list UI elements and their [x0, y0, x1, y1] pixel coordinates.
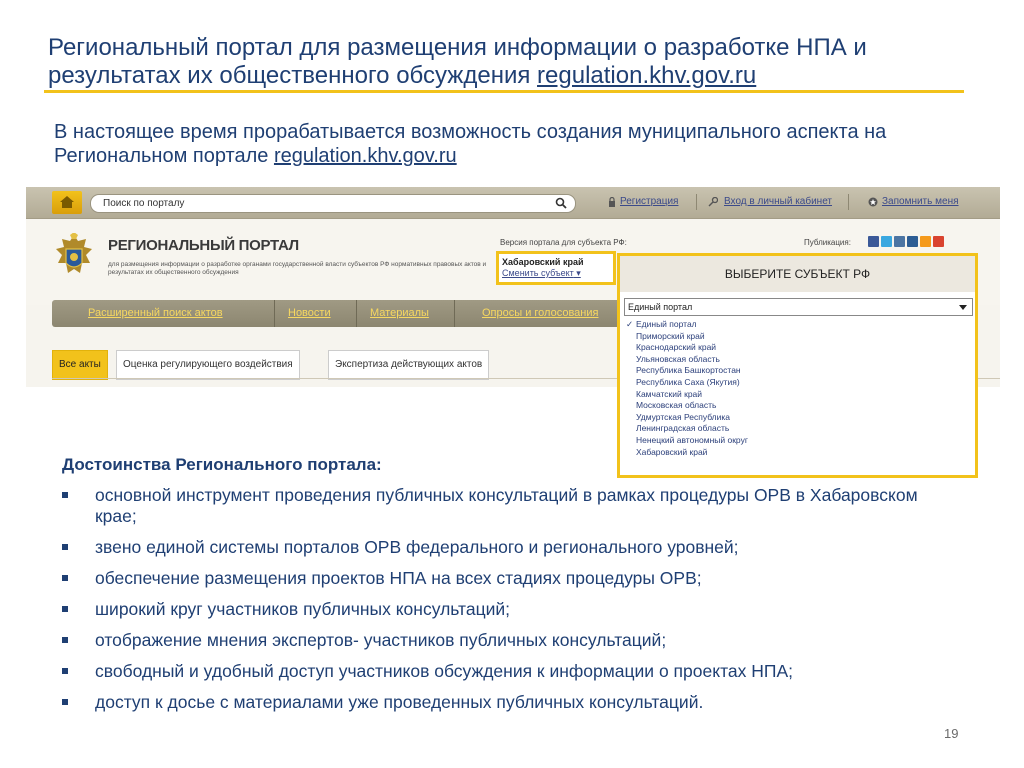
region-option-label: Единый портал: [636, 319, 697, 329]
topbar-divider: [848, 194, 849, 210]
search-placeholder: Поиск по порталу: [103, 198, 185, 209]
region-option-label: Ульяновская область: [636, 353, 720, 364]
bullet-icon: [62, 668, 68, 674]
advantage-text: звено единой системы порталов ОРВ федерального и регионального уровней;: [95, 537, 739, 557]
remember-icon: [868, 197, 878, 207]
advantage-item: [62, 630, 962, 651]
portal-navbar: [52, 300, 622, 327]
region-option-label: Краснодарский край: [636, 342, 717, 353]
region-option-label: Хабаровский край: [636, 446, 708, 457]
advantage-text: свободный и удобный доступ участников обсуждения к информации о проектах НПА;: [95, 661, 793, 681]
slide-title-link[interactable]: regulation.khv.gov.ru: [537, 62, 757, 89]
page-number: 19: [944, 726, 959, 741]
home-button[interactable]: [52, 191, 82, 214]
change-region-label: Сменить субъект: [502, 268, 574, 278]
tab-expertise[interactable]: Экспертиза действующих актов: [328, 350, 489, 380]
region-dropdown: [617, 253, 978, 478]
region-option[interactable]: [626, 377, 748, 389]
region-option[interactable]: [626, 319, 748, 331]
advantage-text: широкий круг участников публичных консультаций;: [95, 599, 511, 619]
region-name: Хабаровский край: [502, 257, 584, 267]
bullet-icon: [62, 637, 68, 643]
region-option[interactable]: [626, 389, 748, 401]
region-option[interactable]: [626, 435, 748, 447]
region-option-label: Ненецкий автономный округ: [636, 434, 748, 445]
region-option-label: Республика Саха (Якутия): [636, 376, 740, 387]
tab-regulatory-impact[interactable]: Оценка регулирующего воздействия: [116, 350, 300, 380]
home-icon: [60, 196, 74, 208]
region-option-label: Ленинградская область: [636, 423, 730, 434]
nav-divider: [274, 300, 275, 327]
region-select-value: Единый портал: [628, 302, 693, 312]
nav-materials[interactable]: Материалы: [370, 307, 429, 319]
region-options-list: [626, 319, 748, 458]
tab-all-acts[interactable]: Все акты: [52, 350, 108, 380]
googleplus-icon[interactable]: [933, 236, 944, 247]
title-underline: [44, 90, 964, 93]
register-link[interactable]: Регистрация: [620, 196, 679, 207]
region-option-label: Камчатский край: [636, 388, 703, 399]
bullet-icon: [62, 492, 68, 498]
bullet-icon: [62, 699, 68, 705]
portal-logo-title[interactable]: РЕГИОНАЛЬНЫЙ ПОРТАЛ: [108, 237, 299, 254]
advantage-item: [62, 599, 962, 620]
check-icon: ✓: [626, 319, 634, 329]
region-selector[interactable]: [496, 251, 616, 285]
region-select[interactable]: [624, 298, 973, 316]
change-region-link[interactable]: Сменить субъект ▾: [502, 268, 581, 278]
advantages-list: [62, 485, 962, 723]
region-option-label: Удмуртская Республика: [636, 411, 731, 422]
nav-polls[interactable]: Опросы и голосования: [482, 307, 599, 319]
region-option[interactable]: [626, 365, 748, 377]
publication-label: Публикация:: [804, 238, 851, 247]
portal-logo-subtitle: для размещения информации о разработке органами государственной власти субъектов РФ нормативных правовых актов и результатах их общественного обсуждения: [108, 261, 487, 276]
nav-divider: [454, 300, 455, 327]
nav-news[interactable]: Новости: [288, 307, 331, 319]
intro-link[interactable]: regulation.khv.gov.ru: [273, 145, 457, 167]
slide-title: [48, 34, 968, 90]
advantage-item: [62, 692, 962, 713]
vk-icon[interactable]: [894, 236, 905, 247]
advantage-text: основной инструмент проведения публичных консультаций в рамках процедуры ОРВ в Хабаровском крае;: [95, 485, 918, 526]
region-option[interactable]: [626, 447, 748, 459]
intro-text: [54, 120, 954, 168]
search-icon[interactable]: [555, 197, 567, 209]
key-icon: [708, 197, 718, 207]
livejournal-icon[interactable]: [907, 236, 918, 247]
intro-text-body: В настоящее время прорабатывается возможность создания муниципального аспекта на Региональном портале: [54, 121, 887, 167]
advantage-text: отображение мнения экспертов- участников публичных консультаций;: [95, 630, 667, 650]
topbar-divider: [696, 194, 697, 210]
nav-divider: [356, 300, 357, 327]
chevron-down-icon[interactable]: [959, 305, 967, 310]
version-label: Версия портала для субъекта РФ:: [500, 238, 627, 247]
portal-topbar: [26, 187, 1000, 219]
slide-title-text: Региональный портал для размещения информации о разработке НПА и результатах их общественного обсуждения: [48, 34, 867, 89]
lock-icon: [608, 197, 616, 207]
nav-advanced-search[interactable]: Расширенный поиск актов: [88, 307, 223, 319]
dropdown-header: ВЫБЕРИТЕ СУБЪЕКТ РФ: [620, 256, 975, 292]
region-option[interactable]: [626, 331, 748, 343]
advantage-item: [62, 537, 962, 558]
region-option-label: Приморский край: [636, 330, 705, 341]
odnoklassniki-icon[interactable]: [920, 236, 931, 247]
advantage-item: [62, 568, 962, 589]
region-option[interactable]: [626, 412, 748, 424]
bullet-icon: [62, 544, 68, 550]
advantages-title: Достоинства Регионального портала:: [62, 455, 382, 474]
region-option[interactable]: [626, 342, 748, 354]
region-option[interactable]: [626, 354, 748, 366]
advantage-item: [62, 485, 962, 527]
remember-me-link[interactable]: Запомнить меня: [882, 196, 959, 207]
region-option-label: Московская область: [636, 400, 717, 411]
advantage-text: доступ к досье с материалами уже проведенных публичных консультаций.: [95, 692, 704, 712]
login-link[interactable]: Вход в личный кабинет: [724, 196, 832, 207]
region-option[interactable]: [626, 423, 748, 435]
region-option[interactable]: [626, 400, 748, 412]
advantage-item: [62, 661, 962, 682]
coat-of-arms-icon: [52, 233, 96, 283]
facebook-icon[interactable]: [868, 236, 879, 247]
bullet-icon: [62, 575, 68, 581]
twitter-icon[interactable]: [881, 236, 892, 247]
region-option-label: Республика Башкортостан: [636, 365, 741, 376]
advantage-text: обеспечение размещения проектов НПА на всех стадиях процедуры ОРВ;: [95, 568, 702, 588]
bullet-icon: [62, 606, 68, 612]
search-input[interactable]: [90, 194, 576, 213]
